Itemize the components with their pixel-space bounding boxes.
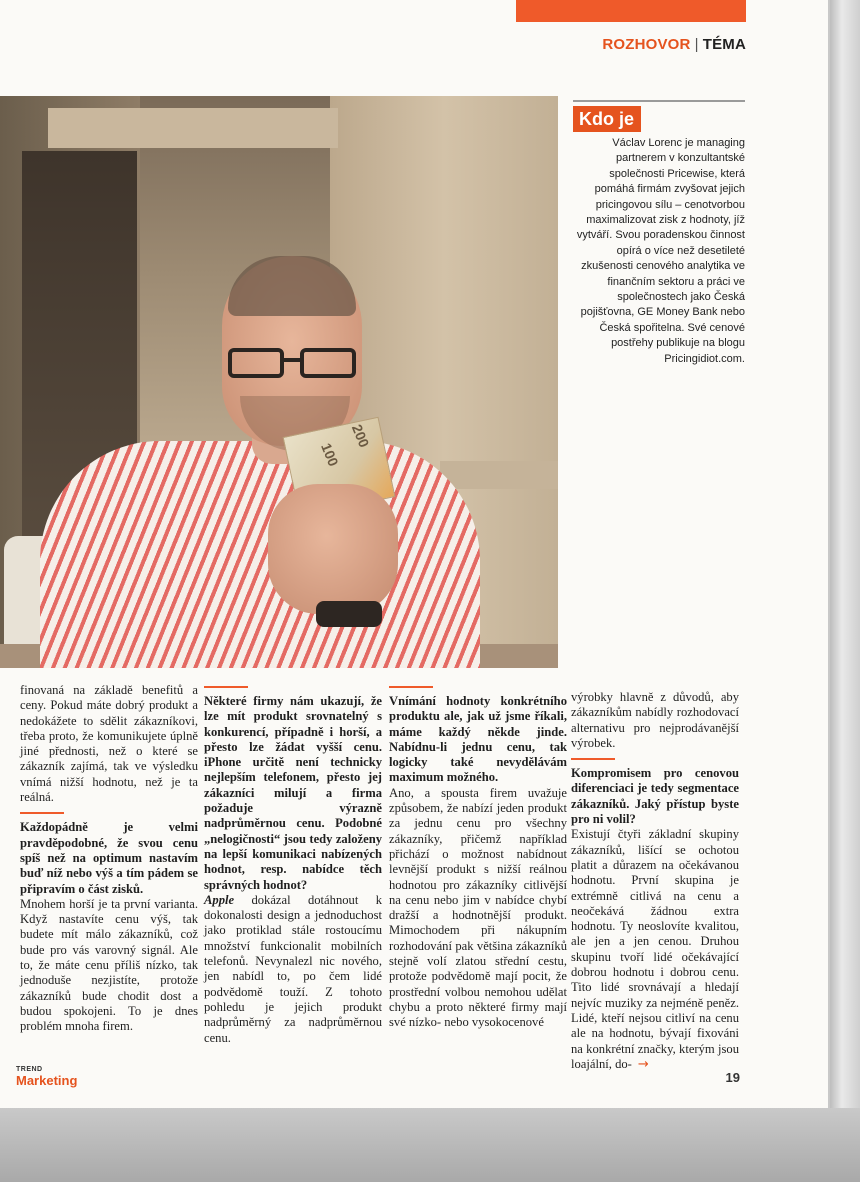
question-rule bbox=[389, 686, 433, 688]
photo-watch bbox=[316, 601, 382, 627]
col2-question-1: Některé firmy nám ukazují, že lze mít produkt srovnatelný s konkurencí, případně i horší, a přesto lze žádat vyšší cenu. iPhone určitě není technicky nejlepším telefonem, přesto jej zákazníci milují a firma požaduje výrazně nadprůměrnou cenu. Podobné „nelogičnosti“ jsou tedy založeny na lepší komunikaci nabízených hodnot, resp. nabídce těch správných hodnot? bbox=[204, 694, 382, 892]
col4-paragraph-2 bbox=[571, 827, 739, 1072]
article-column-3 bbox=[389, 686, 567, 1031]
sidebar-text: Václav Lorenc je managing partnerem v konzultantské společnosti Pricewise, která pomáhá firmám zvyšovat jejich pricingovou sílu – cenotvorbou maximalizovat zisk z hodnoty, jíž vytváří. Svou poradenskou činnost opírá o více než desetileté zkušenosti cenového analytika ve finančním sektoru a práci ve společnostech jako Česká pojišťovna, GE Money Bank nebo Česká spořitelna. Své cenové postřehy publikuje na blogu Pricingidiot.com. bbox=[576, 137, 745, 365]
col3-question-1: Vnímání hodnoty konkrétního produktu ale, jak už jsme říkali, máme každý někde jinde. Nabídnu-li jednu cenu, tak logicky také nevydělávám maximum možného. bbox=[389, 694, 567, 785]
col2-paragraph-1 bbox=[204, 893, 382, 1046]
scan-edge-bottom bbox=[0, 1108, 860, 1182]
col1-paragraph-1: finovaná na základě benefitů a ceny. Pokud máte dobrý produkt a nedokážete to sdělit zákazníkovi, třeba proto, že komunikujete úplně jiné přednosti, než o které se zákazník zajímá, tak ve výsledku vnímá nižší hodnotu, než je ta reálná. bbox=[20, 683, 198, 805]
logo-marketing: Marketing bbox=[16, 1073, 78, 1088]
interview-photo bbox=[0, 96, 558, 668]
photo-glasses bbox=[228, 348, 360, 382]
top-accent-bar bbox=[516, 0, 746, 22]
article-column-4 bbox=[571, 690, 739, 1072]
col4-question-1: Kompromisem pro cenovou diferenciaci je tedy segmentace zákazníků. Jaký přístup byste pro ni volil? bbox=[571, 766, 739, 827]
sidebar-title: Kdo je bbox=[573, 106, 641, 132]
section-rozhovor: ROZHOVOR bbox=[602, 36, 691, 53]
article-column-1 bbox=[20, 683, 198, 1035]
sidebar-kdo-je bbox=[573, 100, 745, 400]
col2-brand-apple: Apple bbox=[204, 892, 235, 907]
banknote-100: 100 bbox=[318, 440, 342, 469]
col3-paragraph-1: Ano, a spousta firem uvažuje způsobem, že nabízí jeden produkt za jednu cenu pro všechny zákazníky, přičemž například přichází o možnost nabídnout levnější produkt s nižší reálnou hodnotou pro zákazníky citlivější na cenu nebo jim v nabídce chybí dražší a hodnotnější produkt. Mimochodem při nákupním rozhodování pak většina zákazníků stejně volí zlatou střední cestu, protože podvědomě mají pocit, že prostřední volbou nemohou udělat chybu a proto některé firmy mají své nízko- nebo vysokocenové bbox=[389, 785, 567, 1030]
section-separator: | bbox=[694, 36, 699, 53]
trend-marketing-logo bbox=[16, 1066, 77, 1087]
photo-striped-shirt bbox=[40, 441, 480, 668]
col4-paragraph-1: výrobky hlavně z důvodů, aby zákazníkům nabídly rozhodovací alternativu pro nejprodávanější výrobek. bbox=[571, 690, 739, 750]
logo-trend: TREND bbox=[16, 1066, 43, 1073]
page-number: 19 bbox=[725, 1070, 740, 1085]
section-tema: TÉMA bbox=[702, 36, 746, 53]
col4-paragraph-2-text: Existují čtyři základní skupiny zákazníků, lišící se ochotou platit a důrazem na očekávanou hodnotu. První skupina je extrémně citlivá na cenu a neočekává žádnou extra hodnotu. Ty neoslovíte kvalitou, ale jen a jen cenou. Druhou skupinu tvoří lidé očekávající dobrou hodnotu i dobrou cenu. Tito lidé srovnávají a hledají nejvíc muziky za nejméně peněz. Lidé, kteří nejsou citliví na cenu ale na hodnotu, bývají fixováni na konkrétní značky, kterým jsou loajální, do- bbox=[571, 827, 739, 1071]
question-rule bbox=[20, 812, 64, 814]
photo-hands bbox=[268, 484, 398, 614]
banknote-200: 200 bbox=[348, 421, 373, 450]
col1-question-1: Každopádně je velmi pravděpodobné, že svou cenu spíš než na optimum nastavím buď níž nebo výš a tím pádem se připravím o část zisků. bbox=[20, 820, 198, 896]
sidebar-rule bbox=[573, 100, 745, 102]
photo-ledge bbox=[48, 108, 338, 148]
article-column-2 bbox=[204, 686, 382, 1046]
photo-shelf bbox=[440, 461, 558, 489]
continue-arrow-icon: → bbox=[637, 1056, 649, 1072]
scan-edge-right bbox=[830, 0, 860, 1108]
question-rule bbox=[204, 686, 248, 688]
question-rule bbox=[571, 758, 615, 760]
section-label bbox=[560, 36, 746, 53]
col1-paragraph-2: Mnohem horší je ta první varianta. Když nastavíte cenu výš, tak budete mít málo zákazníků, což bude pro vás varovný signál. Ale to, že máte cenu příliš nízko, tak jednoduše nezjistíte, protože zákazníků bude chodit dost a budou spokojeni. To je dnes problém mnoha firem. bbox=[20, 896, 198, 1034]
col2-paragraph-1-text: dokázal dotáhnout k dokonalosti design a jednoduchost jako protiklad stále rostoucímu množství funkcionalit mobilních telefonů. Nevynalezl nic nového, jen nabídl to, po čem lidé podvědomě touží. Z tohoto pohledu je jejich produkt nadprůměrný za nadprůměrnou cenu. bbox=[204, 892, 382, 1045]
